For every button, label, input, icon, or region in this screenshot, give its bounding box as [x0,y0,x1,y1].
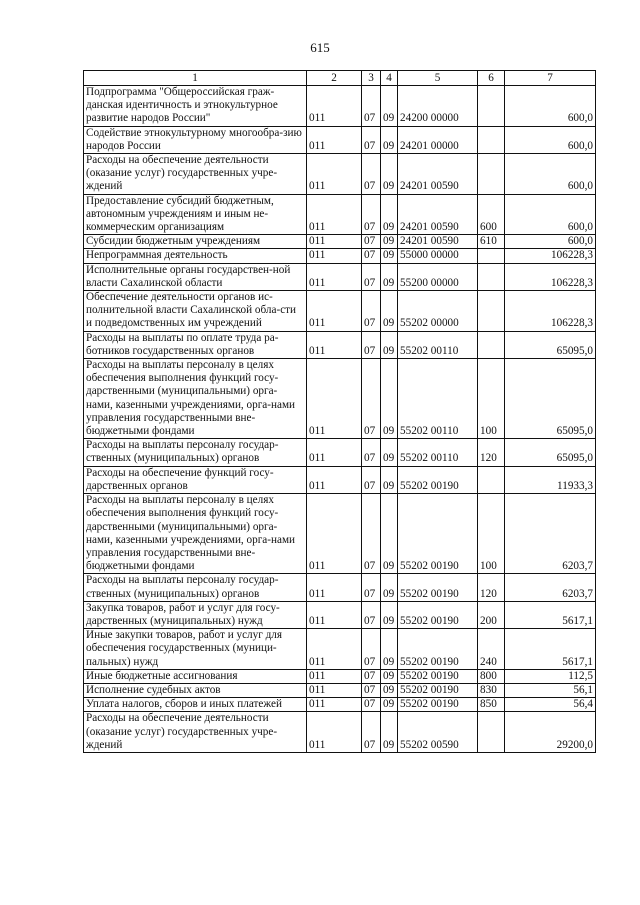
subsection-code: 09 [381,291,398,332]
row-name: Предоставление субсидий бюджетным, автономным учреждениям и иным не-коммерческим организациям [84,194,307,235]
subsection-code: 09 [381,263,398,290]
target-article-code: 24201 00000 [398,126,478,153]
table-row [84,86,596,127]
table-row [84,359,596,439]
expense-type-code: 240 [478,629,505,670]
admin-code: 011 [307,494,362,574]
row-name: Расходы на выплаты персоналу государ-ственных (муниципальных) органов [84,439,307,466]
amount: 65095,0 [505,331,596,358]
expense-type-code [478,154,505,195]
admin-code: 011 [307,154,362,195]
expense-type-code [478,331,505,358]
table-row [84,235,596,249]
section-code: 07 [362,669,381,683]
row-name: Субсидии бюджетным учреждениям [84,235,307,249]
amount: 65095,0 [505,359,596,439]
target-article-code: 55202 00190 [398,601,478,628]
expense-type-code: 120 [478,439,505,466]
section-code: 07 [362,331,381,358]
section-code: 07 [362,359,381,439]
section-code: 07 [362,86,381,127]
table-row [84,331,596,358]
expense-type-code [478,291,505,332]
admin-code: 011 [307,194,362,235]
amount: 11933,3 [505,466,596,493]
amount: 56,4 [505,698,596,712]
expense-type-code: 610 [478,235,505,249]
admin-code: 011 [307,466,362,493]
subsection-code: 09 [381,683,398,697]
row-name: Подпрограмма "Общероссийская граж-данская идентичность и этнокультурное развитие народов России" [84,86,307,127]
amount: 106228,3 [505,291,596,332]
amount: 56,1 [505,683,596,697]
subsection-code: 09 [381,466,398,493]
expense-type-code: 850 [478,698,505,712]
subsection-code: 09 [381,601,398,628]
header-cell: 2 [307,71,362,86]
expense-type-code: 120 [478,574,505,601]
admin-code: 011 [307,235,362,249]
admin-code: 011 [307,698,362,712]
row-name: Расходы на обеспечение деятельности (оказание услуг) государственных учре-ждений [84,712,307,753]
amount: 5617,1 [505,629,596,670]
expense-type-code: 600 [478,194,505,235]
row-name: Содействие этнокультурному многообра-зию народов России [84,126,307,153]
admin-code: 011 [307,574,362,601]
amount: 112,5 [505,669,596,683]
amount: 600,0 [505,194,596,235]
admin-code: 011 [307,126,362,153]
header-cell: 4 [381,71,398,86]
target-article-code: 24201 00590 [398,235,478,249]
header-cell: 3 [362,71,381,86]
target-article-code: 55202 00590 [398,712,478,753]
row-name: Закупка товаров, работ и услуг для госу-дарственных (муниципальных) нужд [84,601,307,628]
expense-type-code [478,466,505,493]
header-cell: 6 [478,71,505,86]
expense-type-code: 200 [478,601,505,628]
admin-code: 011 [307,683,362,697]
section-code: 07 [362,235,381,249]
table-row [84,194,596,235]
subsection-code: 09 [381,359,398,439]
section-code: 07 [362,466,381,493]
section-code: 07 [362,698,381,712]
section-code: 07 [362,494,381,574]
table-row [84,574,596,601]
expense-type-code [478,712,505,753]
subsection-code: 09 [381,494,398,574]
target-article-code: 55202 00190 [398,574,478,601]
row-name: Обеспечение деятельности органов ис-полнительной власти Сахалинской обла-сти и подведомственных им учреждений [84,291,307,332]
row-name: Расходы на выплаты персоналу государ-ственных (муниципальных) органов [84,574,307,601]
target-article-code: 55202 00190 [398,669,478,683]
subsection-code: 09 [381,331,398,358]
admin-code: 011 [307,331,362,358]
target-article-code: 55202 00190 [398,466,478,493]
section-code: 07 [362,439,381,466]
row-name: Расходы на выплаты по оплате труда ра-ботников государственных органов [84,331,307,358]
target-article-code: 55202 00190 [398,629,478,670]
expense-type-code [478,263,505,290]
subsection-code: 09 [381,574,398,601]
section-code: 07 [362,712,381,753]
target-article-code: 24201 00590 [398,154,478,195]
table-row [84,466,596,493]
target-article-code: 55000 00000 [398,249,478,263]
section-code: 07 [362,629,381,670]
target-article-code: 55202 00190 [398,494,478,574]
page-number: 615 [310,40,330,55]
row-name: Расходы на выплаты персоналу в целях обеспечения выполнения функций госу-дарственными (муниципальными) орга-нами, казенными учреждениями, орга-нами управления государственными вне-бюджетными фондами [84,494,307,574]
subsection-code: 09 [381,126,398,153]
header-cell: 5 [398,71,478,86]
target-article-code: 55202 00110 [398,439,478,466]
table-row [84,126,596,153]
target-article-code: 55200 00000 [398,263,478,290]
subsection-code: 09 [381,86,398,127]
section-code: 07 [362,574,381,601]
target-article-code: 55202 00190 [398,683,478,697]
table-row [84,263,596,290]
table-row [84,154,596,195]
target-article-code: 55202 00000 [398,291,478,332]
amount: 29200,0 [505,712,596,753]
subsection-code: 09 [381,712,398,753]
admin-code: 011 [307,86,362,127]
table-row [84,683,596,697]
row-name: Исполнительные органы государствен-ной власти Сахалинской области [84,263,307,290]
expense-type-code: 830 [478,683,505,697]
table-row [84,698,596,712]
row-name: Расходы на обеспечение деятельности (оказание услуг) государственных учре-ждений [84,154,307,195]
section-code: 07 [362,601,381,628]
row-name: Иные закупки товаров, работ и услуг для обеспечения государственных (муници-пальных) нужд [84,629,307,670]
subsection-code: 09 [381,249,398,263]
section-code: 07 [362,154,381,195]
target-article-code: 24200 00000 [398,86,478,127]
row-name: Иные бюджетные ассигнования [84,669,307,683]
admin-code: 011 [307,601,362,628]
subsection-code: 09 [381,154,398,195]
amount: 600,0 [505,154,596,195]
table-row [84,439,596,466]
admin-code: 011 [307,263,362,290]
amount: 65095,0 [505,439,596,466]
amount: 6203,7 [505,494,596,574]
table-row [84,629,596,670]
target-article-code: 55202 00110 [398,359,478,439]
subsection-code: 09 [381,629,398,670]
expense-type-code: 800 [478,669,505,683]
subsection-code: 09 [381,235,398,249]
section-code: 07 [362,683,381,697]
header-cell: 7 [505,71,596,86]
expense-type-code: 100 [478,359,505,439]
row-name: Исполнение судебных актов [84,683,307,697]
amount: 6203,7 [505,574,596,601]
section-code: 07 [362,194,381,235]
subsection-code: 09 [381,669,398,683]
subsection-code: 09 [381,698,398,712]
row-name: Непрограммная деятельность [84,249,307,263]
table-row [84,712,596,753]
amount: 106228,3 [505,249,596,263]
subsection-code: 09 [381,439,398,466]
target-article-code: 55202 00190 [398,698,478,712]
admin-code: 011 [307,439,362,466]
target-article-code: 24201 00590 [398,194,478,235]
amount: 5617,1 [505,601,596,628]
table-row [84,669,596,683]
admin-code: 011 [307,629,362,670]
header-row [84,71,596,86]
budget-table [83,70,596,753]
table-row [84,291,596,332]
amount: 600,0 [505,235,596,249]
section-code: 07 [362,249,381,263]
table-row [84,494,596,574]
table-row [84,601,596,628]
amount: 600,0 [505,126,596,153]
section-code: 07 [362,263,381,290]
target-article-code: 55202 00110 [398,331,478,358]
header-cell: 1 [84,71,307,86]
row-name: Расходы на обеспечение функций госу-дарственных органов [84,466,307,493]
admin-code: 011 [307,291,362,332]
section-code: 07 [362,126,381,153]
section-code: 07 [362,291,381,332]
expense-type-code [478,86,505,127]
admin-code: 011 [307,712,362,753]
table-row [84,249,596,263]
expense-type-code [478,249,505,263]
admin-code: 011 [307,359,362,439]
admin-code: 011 [307,249,362,263]
row-name: Расходы на выплаты персоналу в целях обеспечения выполнения функций госу-дарственными (муниципальными) орга-нами, казенными учреждениями, орга-нами управления государственными вне-бюджетными фондами [84,359,307,439]
expense-type-code [478,126,505,153]
admin-code: 011 [307,669,362,683]
amount: 600,0 [505,86,596,127]
table-body [84,86,596,753]
expense-type-code: 100 [478,494,505,574]
row-name: Уплата налогов, сборов и иных платежей [84,698,307,712]
amount: 106228,3 [505,263,596,290]
subsection-code: 09 [381,194,398,235]
